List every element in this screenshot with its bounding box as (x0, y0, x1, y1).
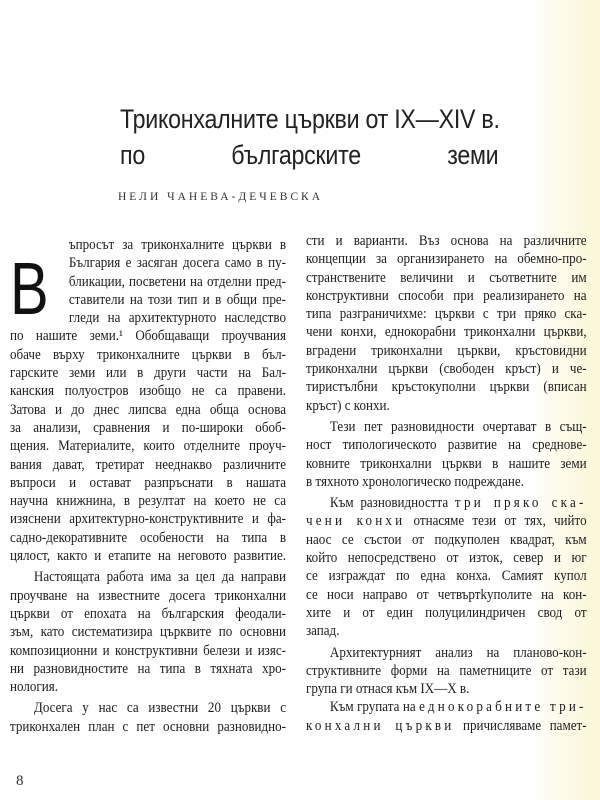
text-line: странствените величини и съответните им (306, 269, 587, 286)
text-line: Тези пет разновидности очертават в същ- (329, 418, 587, 435)
title-line-2: по българските земи (120, 140, 499, 170)
text-line: структивните форми на паметниците от тази (306, 662, 587, 679)
emphasized-term: конхални църкви (306, 717, 455, 734)
text-line: по нашите земи.¹ Обобщаващи проучвания (10, 328, 286, 345)
text-line: типа разграничихме: църкви с три пряко ска- (306, 306, 587, 323)
text-line: който непосредствено от изток, север и юг (306, 550, 587, 567)
text-line (306, 698, 587, 716)
text-line: канския полуостров изобщо не са правени. (10, 383, 286, 400)
text-line: нология. (10, 679, 58, 696)
paragraph-3 (10, 699, 286, 736)
text-line: тиристълбни кръстокуполни църкви (вписан (306, 379, 587, 396)
text-run: Към разновидността (329, 495, 455, 512)
text-line (306, 717, 587, 735)
text-line: ъпросът за триконхалните църкви в (68, 237, 286, 253)
text-line: изяснени архитектурно-конструктивните и фа- (10, 511, 286, 528)
text-line: триконхални църкви (свободен кръст) и че- (306, 361, 587, 378)
text-line: ставители на този тип и в общи пре- (68, 291, 286, 308)
right-column (306, 232, 587, 735)
emphasized-term: три пряко ска- (454, 495, 587, 512)
text-line: църкви от епохата на българския феодали- (10, 605, 286, 622)
page-number: 8 (16, 773, 24, 789)
text-run: Към групата на (329, 699, 420, 716)
text-line: се носи направо от четвъртkуполите на кон- (306, 586, 587, 603)
article-title (120, 101, 498, 173)
text-line (306, 494, 587, 512)
text-line: научна книжнина, в резултат на което не са (10, 493, 286, 510)
text-line: се изграждат по една конха. Самият купол (306, 568, 587, 585)
drop-cap: В (10, 247, 49, 330)
emphasized-term: чени конхи (306, 513, 406, 530)
text-line: България е засяган досега само в пу- (68, 255, 286, 272)
text-line: Досега у нас са известни 20 църкви с (33, 700, 286, 717)
text-line: Затова и до днес липсва една обща основа (10, 401, 286, 418)
text-line: проучване на известните досега триконхални (10, 587, 286, 604)
text-line: кръст) с конхи. (306, 397, 390, 414)
text-line: хите и от един полуцилиндричен свод от (306, 604, 587, 621)
text-line: въпроси и остават разпръснати в нашата (10, 474, 286, 491)
paragraph-2 (306, 418, 587, 491)
left-column (10, 236, 286, 736)
text-line: садно-декоративните особености на типа в (10, 529, 286, 546)
text-line: за анализи, сравнения и по-широки обоб- (10, 419, 286, 436)
text-line: Архитектурният анализ на планово-кон- (329, 644, 587, 661)
text-line: чени конхи, еднокорабни триконхални църкви, (306, 324, 587, 341)
paragraph-3 (306, 494, 587, 640)
text-line: конструктивни способи при реализирането на (306, 287, 587, 304)
text-line: триконхален план с пет основни разновидно- (10, 718, 286, 735)
text-line: наос се състои от подкуполен квадрат, към (306, 531, 587, 548)
title-line-1: Триконхалните църкви от IX—XIV в. (120, 104, 500, 134)
paragraph-2 (10, 568, 286, 696)
text-line: бликации, посветени на отделни пред- (68, 273, 286, 290)
text-line: вградени триконхални църкви, кръстовидни (306, 342, 587, 359)
text-line: група ги отнася към IX—X в. (306, 681, 470, 698)
text-line: запад. (306, 623, 340, 640)
text-line: сти и варианти. Въз основа на различните (306, 233, 587, 249)
text-line: обаче върху триконхалните църкви в бъл- (10, 346, 286, 363)
text-line: зъм, като систематизира църквите по основни (10, 624, 286, 641)
text-line: щения. Материалите, които отделните проуч- (10, 438, 286, 455)
emphasized-term: еднокорабните три- (419, 699, 587, 716)
text-line: вания дават, третират нееднакво различните (10, 456, 286, 473)
paragraph-1 (10, 236, 286, 565)
text-line: гарските земи или в други части на Бал- (10, 365, 286, 382)
text-line: Настоящата работа има за цел да направи (33, 569, 286, 586)
author-name: НЕЛИ ЧАНЕВА-ДЕЧЕВСКА (118, 191, 324, 203)
text-line (306, 512, 587, 530)
text-line: концепции за организирането на обемно-про- (306, 251, 587, 268)
text-line: цялост, както и етапите на неговото развитие. (10, 548, 286, 565)
paragraph-1 (306, 232, 587, 415)
paragraph-4 (306, 644, 587, 699)
text-line: в тяхното хронологическо подреждане. (306, 473, 524, 490)
text-line: гледи на архитектурното наследство (68, 310, 286, 327)
text-run: отнасяме тези от тях, чийто (405, 513, 587, 530)
text-run: причисляваме памет- (454, 717, 587, 734)
text-line: ковните триконхални църкви в нашите земи (306, 455, 587, 472)
paragraph-5 (306, 698, 587, 735)
text-line: ност типологическото развитие на средновe- (306, 437, 587, 454)
text-line: композиционни и конструктивни белези и изяс- (10, 642, 286, 659)
text-line: ни разновидностите на типа в тяхната хро- (10, 660, 286, 677)
